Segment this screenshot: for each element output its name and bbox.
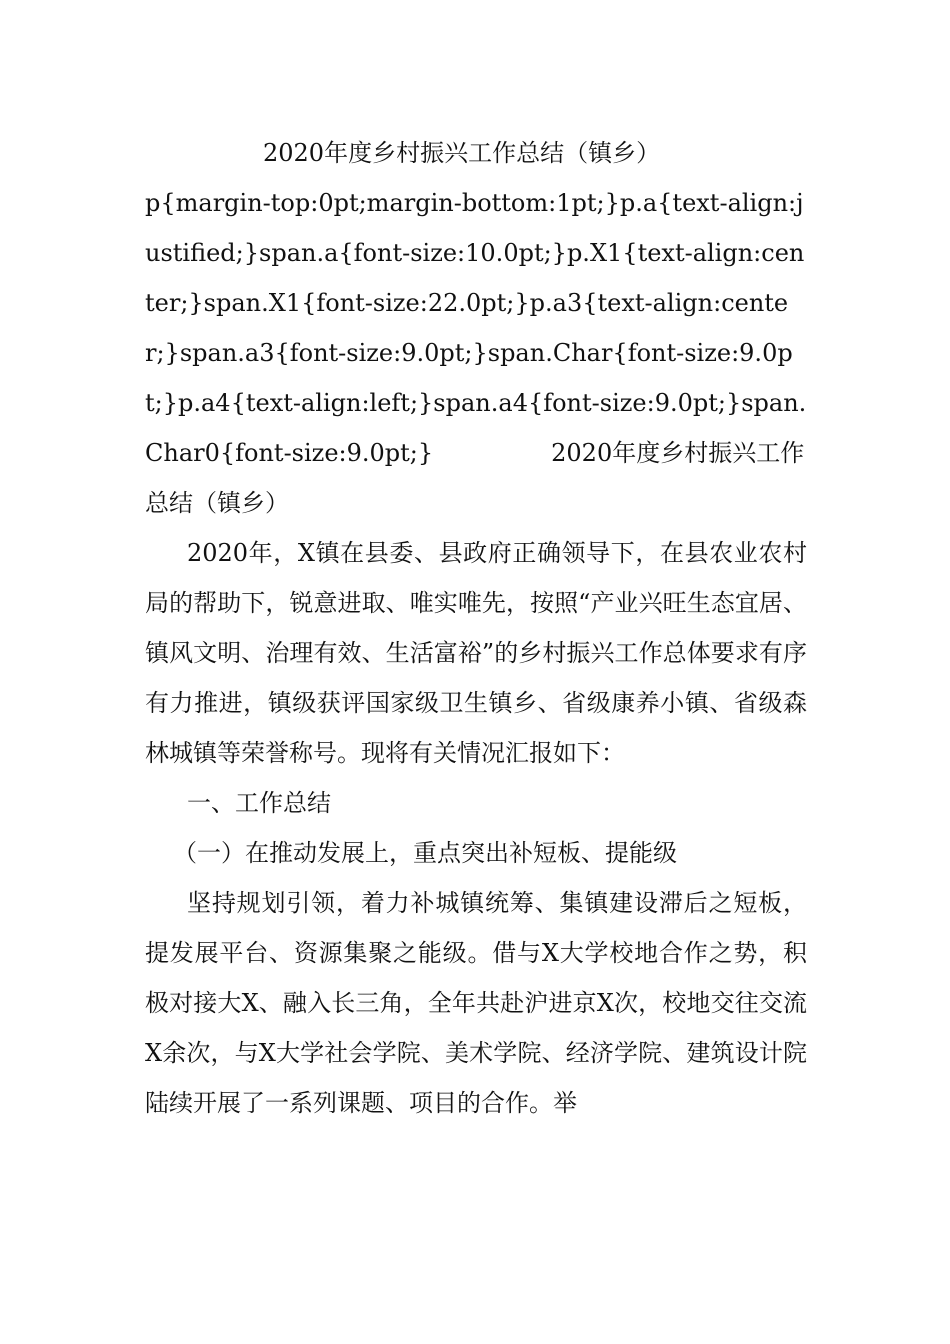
- raw-css-text: p{margin-top:0pt;margin-bottom:1pt;}p.a{text-align:justified;}span.a{font-size:10.0pt;}p.X1{text-align:center;}span.X1{font-size:22.0pt;}p.a3{text-align:center;}span.a3{font-size:9.0pt;}span.Char{font-size:9.0pt;}p.a4{text-align:left;}span.a4{font-size:9.0pt;}span.Char0{font-size:9.0pt;}: [145, 189, 807, 467]
- body-paragraph: 坚持规划引领，着力补城镇统筹、集镇建设滞后之短板，提发展平台、资源集聚之能级。借与X大学校地合作之势，积极对接大X、融入长三角，全年共赴沪进京X次，校地交往交流X余次，与X大学社会学院、美术学院、经济学院、建筑设计院陆续开展了一系列课题、项目的合作。举: [145, 889, 807, 1117]
- repeated-title: 2020年度乡村振兴工作总结（镇乡）: [145, 439, 805, 517]
- raw-css-text-paragraph: [145, 178, 807, 528]
- document-title: 2020年度乡村振兴工作总结（镇乡）: [263, 139, 661, 167]
- document-body: [145, 128, 807, 1128]
- section-heading: 一、工作总结: [187, 789, 331, 817]
- intro-paragraph: 2020年，X镇在县委、县政府正确领导下，在县农业农村局的帮助下，锐意进取、唯实唯先，按照“产业兴旺生态宜居、镇风文明、治理有效、生活富裕”的乡村振兴工作总体要求有序有力推进，镇级获评国家级卫生镇乡、省级康养小镇、省级森林城镇等荣誉称号。现将有关情况汇报如下：: [145, 539, 807, 767]
- subsection-heading: （一）在推动发展上，重点突出补短板、提能级: [173, 839, 677, 867]
